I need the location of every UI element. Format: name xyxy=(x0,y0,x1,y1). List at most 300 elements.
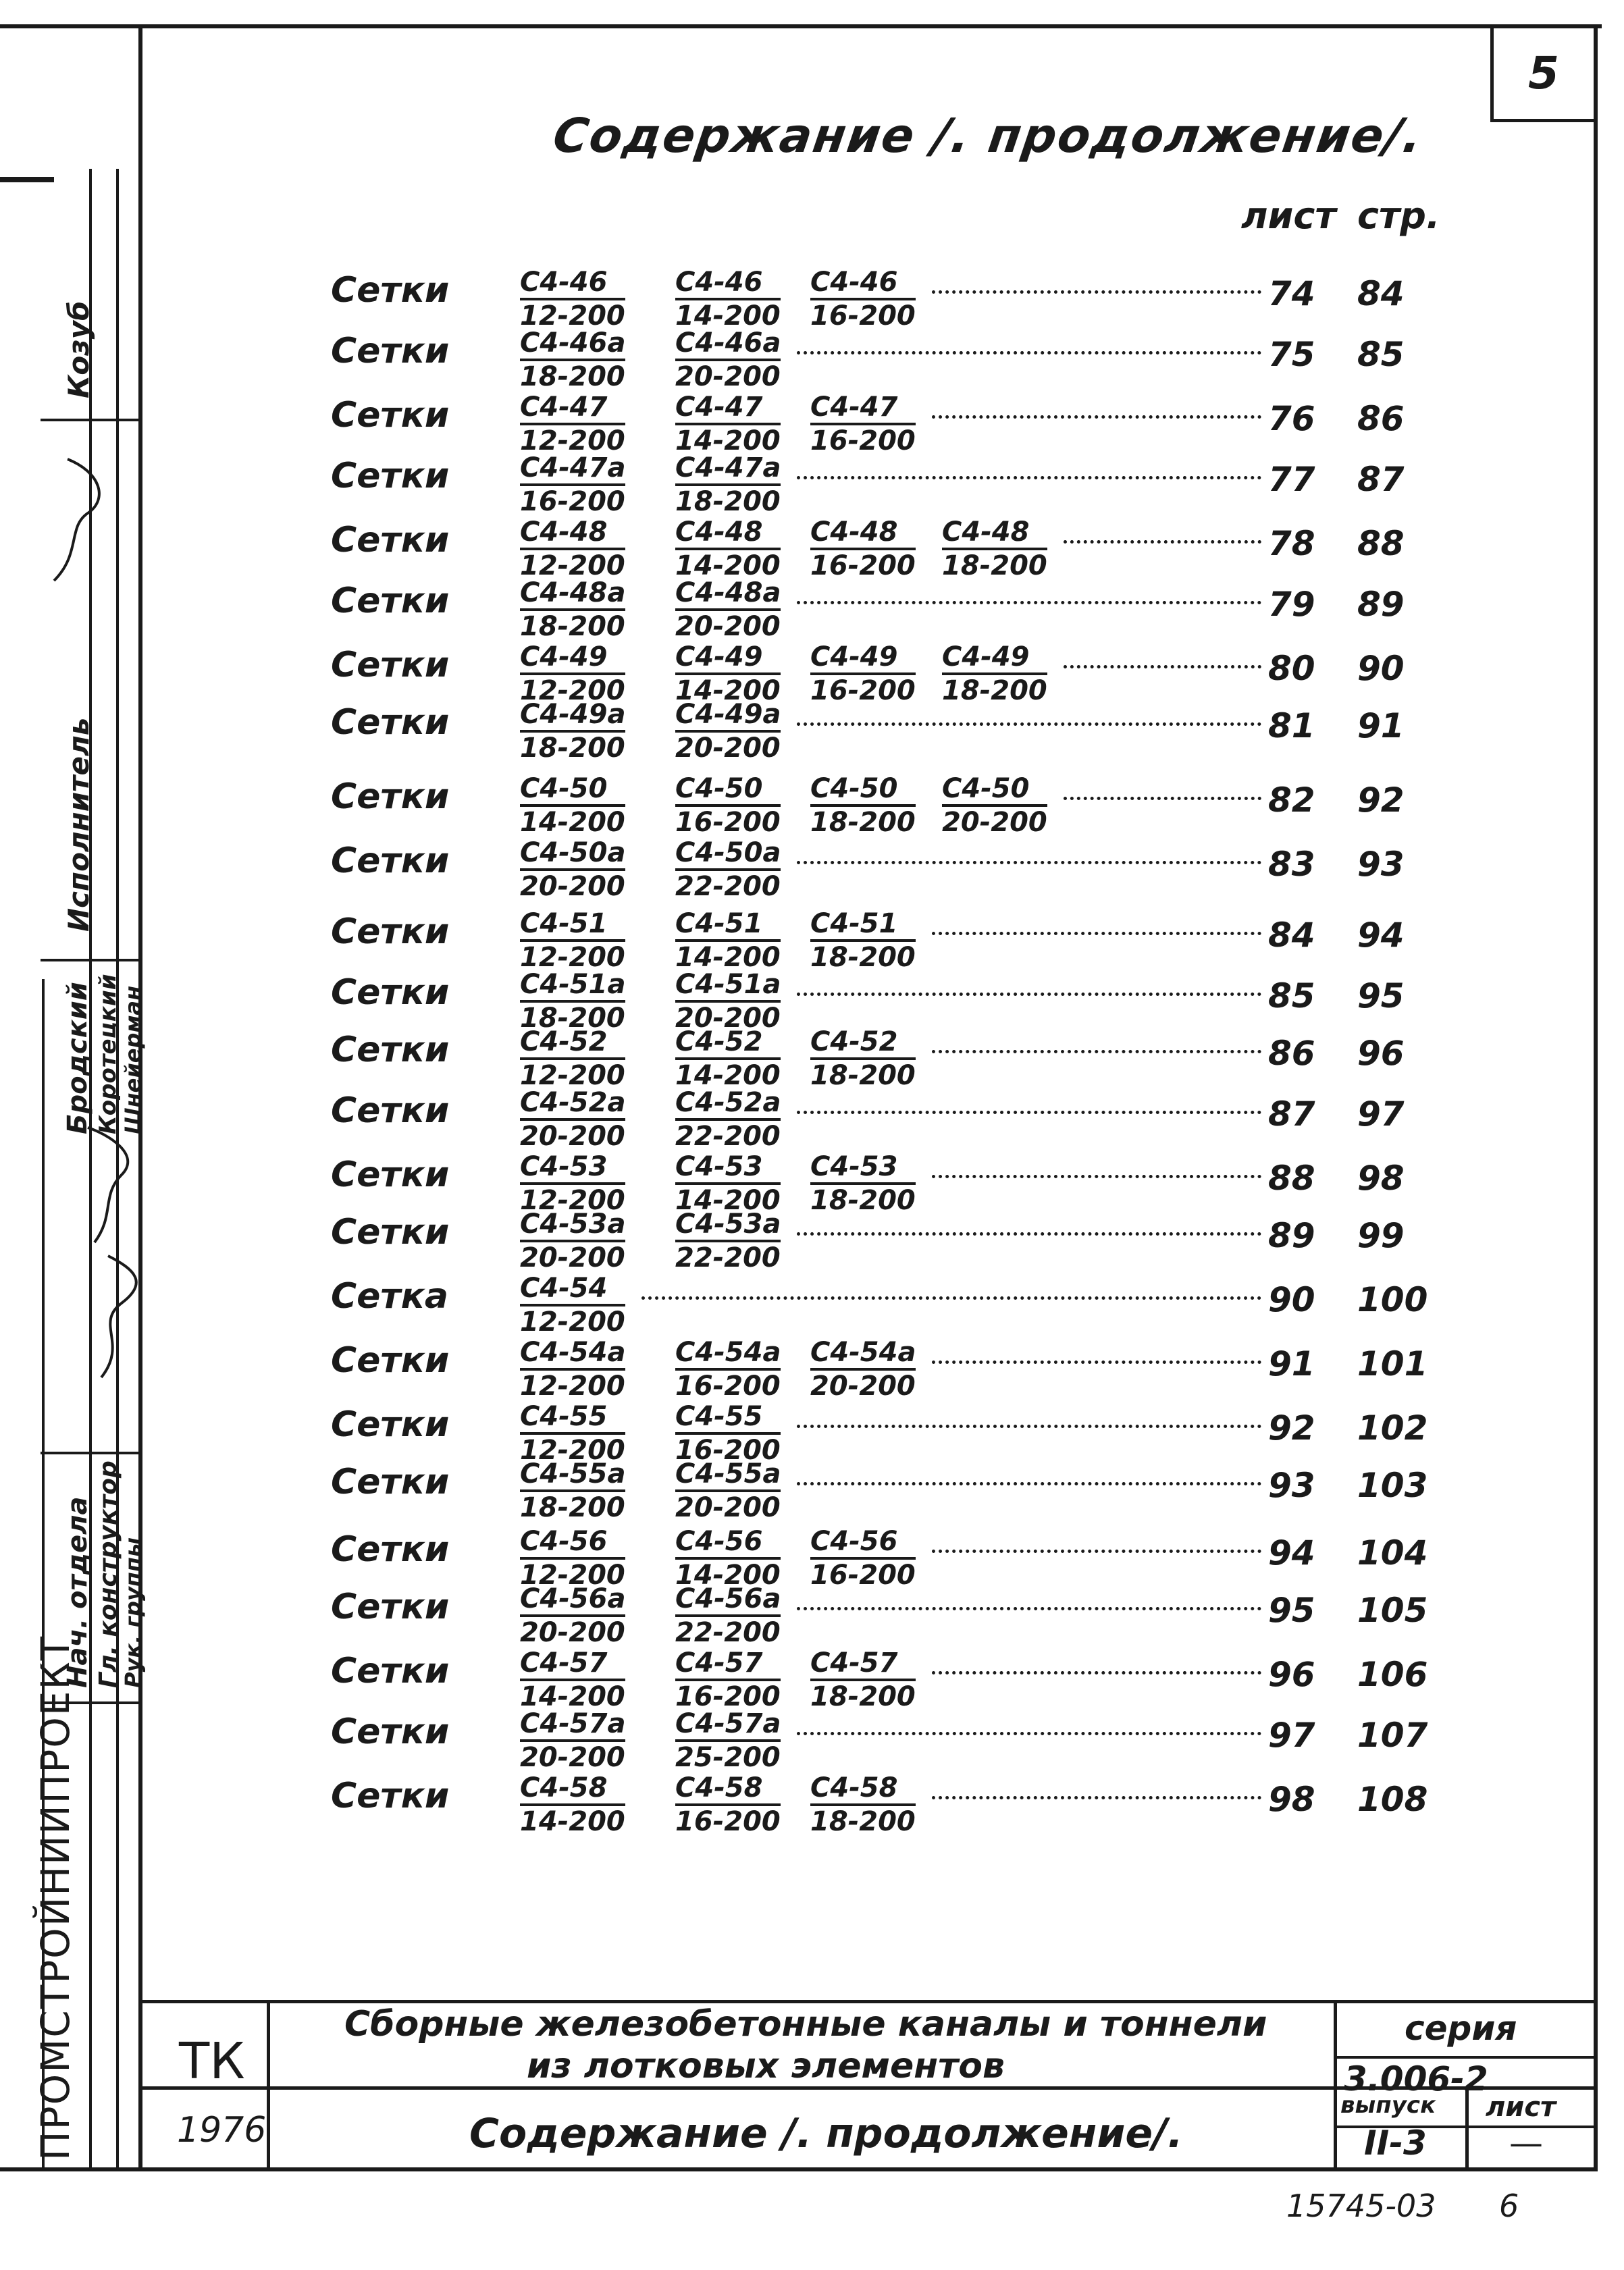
dot-leader xyxy=(797,1607,1261,1610)
mark-size: 12-200 xyxy=(520,1371,625,1402)
row-page-number: 107 xyxy=(1357,1716,1428,1755)
row-mark xyxy=(520,1585,625,1646)
mark-code: С4-50а xyxy=(520,839,625,871)
mark-size: 18-200 xyxy=(810,1060,916,1091)
contents-row xyxy=(0,517,1624,587)
row-sheet-number: 81 xyxy=(1268,706,1315,745)
mark-code: С4-48 xyxy=(810,519,916,550)
dot-leader xyxy=(641,1296,1261,1300)
tb-year: 1976 xyxy=(177,2110,267,2150)
mark-code: С4-54а xyxy=(810,1339,916,1371)
mark-code: С4-48 xyxy=(520,519,625,550)
mark-size: 18-200 xyxy=(520,611,625,642)
mark-code: С4-54а xyxy=(520,1339,625,1371)
page-title: Содержание /. продолжение/. xyxy=(550,108,1427,163)
dot-leader xyxy=(797,1111,1261,1114)
tb-issue-value: II-3 xyxy=(1364,2123,1427,2163)
row-page-number: 91 xyxy=(1357,706,1405,745)
row-sheet-number: 76 xyxy=(1268,399,1315,438)
mark-code: С4-47а xyxy=(675,454,781,486)
column-header-page: стр. xyxy=(1357,194,1440,237)
mark-size: 16-200 xyxy=(810,300,916,332)
row-mark xyxy=(520,329,625,390)
mark-code: С4-53 xyxy=(675,1153,781,1185)
mark-code: С4-58 xyxy=(520,1774,625,1806)
mark-code: С4-57а xyxy=(520,1710,625,1742)
mark-code: С4-57 xyxy=(810,1649,916,1681)
dot-leader xyxy=(797,601,1261,604)
tb-sheet-label: лист xyxy=(1486,2092,1556,2123)
mark-code: С4-56 xyxy=(520,1528,625,1560)
row-mark xyxy=(810,267,916,332)
row-sheet-number: 90 xyxy=(1268,1280,1315,1319)
row-label: Сетки xyxy=(331,1651,450,1691)
mark-code: С4-48а xyxy=(520,579,625,611)
mark-code: С4-52а xyxy=(520,1089,625,1121)
mark-code: С4-54а xyxy=(675,1339,781,1371)
row-label: Сетки xyxy=(331,581,450,621)
row-label: Сетки xyxy=(331,702,450,743)
row-sheet-number: 77 xyxy=(1268,460,1315,499)
row-sheet-number: 91 xyxy=(1268,1344,1315,1383)
mark-size: 20-200 xyxy=(520,1742,625,1773)
row-mark xyxy=(520,454,625,515)
row-mark xyxy=(520,701,625,762)
row-label: Сетки xyxy=(331,645,450,685)
mark-size: 14-200 xyxy=(675,1560,781,1591)
row-mark xyxy=(810,643,916,704)
contents-row xyxy=(0,267,1624,338)
mark-code: С4-50 xyxy=(942,775,1047,807)
column-header-sheet: лист xyxy=(1241,194,1336,237)
mark-size: 14-200 xyxy=(675,550,781,581)
row-mark xyxy=(520,1275,625,1336)
row-label: Сетки xyxy=(331,395,450,435)
dot-leader xyxy=(797,1732,1261,1735)
side-signatures xyxy=(41,432,142,1485)
side-role-1: Нач. отдела xyxy=(62,1496,93,1688)
dot-leader xyxy=(797,476,1261,479)
row-mark xyxy=(520,1710,625,1771)
mark-size: 20-200 xyxy=(520,871,625,902)
mark-size: 16-200 xyxy=(675,1806,781,1837)
mark-code: С4-53а xyxy=(520,1211,625,1242)
row-mark xyxy=(520,1339,625,1400)
tb-sheet-divider xyxy=(1465,2086,1469,2171)
mark-size: 14-200 xyxy=(520,807,625,838)
mark-code: С4-46 xyxy=(810,269,916,300)
mark-code: С4-50а xyxy=(675,839,781,871)
row-sheet-number: 83 xyxy=(1268,845,1315,884)
row-label: Сетки xyxy=(331,1340,450,1381)
mark-code: С4-55 xyxy=(675,1403,781,1435)
mark-size: 18-200 xyxy=(810,807,916,838)
mark-size: 22-200 xyxy=(675,1242,781,1273)
mark-code: С4-58 xyxy=(675,1774,781,1806)
mark-code: С4-47 xyxy=(675,394,781,425)
frame-left-tick xyxy=(0,177,54,182)
mark-code: С4-49 xyxy=(942,643,1047,675)
contents-row xyxy=(0,392,1624,463)
row-label: Сетка xyxy=(331,1276,448,1317)
mark-code: С4-56а xyxy=(520,1585,625,1617)
dot-leader xyxy=(797,1482,1261,1485)
mark-code: С4-56 xyxy=(675,1528,781,1560)
mark-size: 22-200 xyxy=(675,1121,781,1152)
dot-leader xyxy=(932,1796,1261,1799)
row-page-number: 87 xyxy=(1357,460,1405,499)
mark-code: С4-46а xyxy=(520,329,625,361)
dot-leader xyxy=(797,993,1261,996)
row-mark xyxy=(520,775,625,836)
row-mark xyxy=(675,1153,781,1214)
row-label: Сетки xyxy=(331,841,450,881)
mark-size: 12-200 xyxy=(520,942,625,973)
mark-size: 16-200 xyxy=(810,425,916,456)
contents-row xyxy=(0,452,1624,523)
dot-leader xyxy=(932,1050,1261,1053)
mark-size: 16-200 xyxy=(675,1681,781,1712)
tb-series-value: 3.006-2 xyxy=(1344,2059,1488,2099)
tb-sheet-value: — xyxy=(1509,2123,1543,2163)
mark-size: 22-200 xyxy=(675,1617,781,1648)
mark-code: С4-48а xyxy=(675,579,781,611)
mark-code: С4-51 xyxy=(675,910,781,942)
row-mark xyxy=(675,1649,781,1710)
row-sheet-number: 93 xyxy=(1268,1466,1315,1505)
row-page-number: 84 xyxy=(1357,274,1405,313)
mark-code: С4-52 xyxy=(810,1028,916,1060)
row-label: Сетки xyxy=(331,1587,450,1627)
tb-name-line2: из лотковых элементов xyxy=(527,2046,1005,2086)
frame-top-line xyxy=(0,24,1602,28)
row-page-number: 94 xyxy=(1357,916,1405,955)
row-mark xyxy=(520,971,625,1032)
side-organization: ПРОМСТРОЙНИИПРОЕКТ xyxy=(32,1635,78,2161)
row-sheet-number: 98 xyxy=(1268,1780,1315,1819)
mark-size: 25-200 xyxy=(675,1742,781,1773)
side-role-2: Гл. конструктор xyxy=(95,1460,122,1688)
mark-size: 14-200 xyxy=(520,1681,625,1712)
dot-leader xyxy=(797,722,1261,726)
row-page-number: 89 xyxy=(1357,585,1405,624)
mark-code: С4-54 xyxy=(520,1275,625,1306)
row-mark xyxy=(520,1211,625,1271)
row-mark xyxy=(675,579,781,640)
tb-series-divider xyxy=(1334,2000,1337,2171)
contents-row xyxy=(0,1458,1624,1529)
row-mark xyxy=(675,1028,781,1089)
contents-row xyxy=(0,1708,1624,1779)
row-page-number: 86 xyxy=(1357,399,1405,438)
contents-row xyxy=(0,773,1624,844)
mark-size: 14-200 xyxy=(675,1185,781,1216)
mark-code: С4-57а xyxy=(675,1710,781,1742)
row-sheet-number: 94 xyxy=(1268,1533,1315,1573)
row-sheet-number: 79 xyxy=(1268,585,1315,624)
frame-bottom-line xyxy=(0,2167,1598,2171)
dot-leader xyxy=(797,1425,1261,1428)
row-sheet-number: 78 xyxy=(1268,524,1315,563)
side-role-3: Рук. группы xyxy=(120,1537,146,1688)
dot-leader xyxy=(797,1232,1261,1236)
row-sheet-number: 87 xyxy=(1268,1094,1315,1134)
mark-code: С4-56 xyxy=(810,1528,916,1560)
row-page-number: 102 xyxy=(1357,1408,1428,1448)
side-panel-divider-4 xyxy=(41,419,142,421)
mark-size: 12-200 xyxy=(520,1435,625,1466)
row-label: Сетки xyxy=(331,1529,450,1570)
contents-row xyxy=(0,837,1624,908)
row-mark xyxy=(810,775,916,836)
row-sheet-number: 95 xyxy=(1268,1591,1315,1630)
mark-size: 12-200 xyxy=(520,1185,625,1216)
mark-size: 20-200 xyxy=(520,1121,625,1152)
row-mark xyxy=(675,1211,781,1271)
row-mark xyxy=(675,701,781,762)
tb-name-line1: Сборные железобетонные каналы и тоннели xyxy=(344,2004,1267,2044)
row-mark xyxy=(520,1403,625,1464)
mark-code: С4-47 xyxy=(520,394,625,425)
contents-row xyxy=(0,577,1624,648)
contents-row xyxy=(0,1337,1624,1408)
row-mark xyxy=(675,643,781,704)
footer-page: 6 xyxy=(1499,2188,1519,2224)
mark-code: С4-50 xyxy=(810,775,916,807)
mark-size: 14-200 xyxy=(675,942,781,973)
row-mark xyxy=(675,1089,781,1150)
row-page-number: 104 xyxy=(1357,1533,1428,1573)
mark-size: 20-200 xyxy=(675,361,781,392)
row-page-number: 90 xyxy=(1357,649,1405,688)
mark-size: 16-200 xyxy=(675,807,781,838)
row-mark xyxy=(675,775,781,836)
row-sheet-number: 86 xyxy=(1268,1034,1315,1073)
mark-code: С4-49 xyxy=(520,643,625,675)
row-mark xyxy=(520,910,625,971)
side-name-2: Коротецкий xyxy=(95,974,122,1134)
mark-size: 18-200 xyxy=(942,550,1047,581)
mark-code: С4-51 xyxy=(810,910,916,942)
row-mark xyxy=(520,1153,625,1214)
mark-code: С4-46а xyxy=(675,329,781,361)
mark-code: С4-57 xyxy=(520,1649,625,1681)
row-mark xyxy=(675,1585,781,1646)
row-mark xyxy=(810,1339,916,1400)
contents-row xyxy=(0,1583,1624,1654)
contents-row xyxy=(0,1647,1624,1718)
contents-row xyxy=(0,1273,1624,1344)
mark-size: 12-200 xyxy=(520,675,625,706)
row-mark xyxy=(810,910,916,971)
row-page-number: 95 xyxy=(1357,976,1405,1015)
row-mark xyxy=(942,643,1047,704)
mark-size: 12-200 xyxy=(520,425,625,456)
row-label: Сетки xyxy=(331,776,450,817)
mark-code: С4-47а xyxy=(520,454,625,486)
tb-issue-label: выпуск xyxy=(1340,2092,1436,2119)
mark-code: С4-50 xyxy=(520,775,625,807)
mark-code: С4-55а xyxy=(520,1460,625,1492)
row-mark xyxy=(520,579,625,640)
row-label: Сетки xyxy=(331,1776,450,1816)
mark-code: С4-55 xyxy=(520,1403,625,1435)
row-label: Сетки xyxy=(331,1155,450,1195)
row-label: Сетки xyxy=(331,331,450,371)
mark-size: 16-200 xyxy=(520,486,625,517)
mark-size: 20-200 xyxy=(810,1371,916,1402)
mark-size: 18-200 xyxy=(520,361,625,392)
mark-size: 14-200 xyxy=(675,675,781,706)
mark-code: С4-52а xyxy=(675,1089,781,1121)
mark-code: С4-53а xyxy=(675,1211,781,1242)
row-mark xyxy=(520,1649,625,1710)
dot-leader xyxy=(932,1361,1261,1364)
side-executor-label: Исполнитель xyxy=(62,717,95,932)
contents-row xyxy=(0,327,1624,398)
mark-code: С4-46 xyxy=(675,269,781,300)
row-mark xyxy=(675,267,781,332)
row-mark xyxy=(675,1710,781,1771)
row-sheet-number: 96 xyxy=(1268,1655,1315,1694)
row-page-number: 98 xyxy=(1357,1159,1405,1198)
row-sheet-number: 92 xyxy=(1268,1408,1315,1448)
tb-sheet-title: Содержание /. продолжение/. xyxy=(469,2110,1183,2157)
row-label: Сетки xyxy=(331,520,450,560)
mark-size: 20-200 xyxy=(675,1492,781,1523)
row-page-number: 99 xyxy=(1357,1216,1405,1255)
mark-code: С4-49а xyxy=(520,701,625,733)
side-name-3: Шнейерман xyxy=(120,985,146,1134)
row-mark xyxy=(675,329,781,390)
row-mark xyxy=(810,1153,916,1214)
row-label: Сетки xyxy=(331,1090,450,1131)
mark-code: С4-49 xyxy=(810,643,916,675)
side-executor-name: Козуб xyxy=(62,300,95,398)
mark-size: 20-200 xyxy=(942,807,1047,838)
row-mark xyxy=(675,519,781,579)
side-name-1: Бродский xyxy=(62,982,93,1134)
contents-row xyxy=(0,699,1624,770)
mark-size: 14-200 xyxy=(675,300,781,332)
row-label: Сетки xyxy=(331,456,450,496)
row-page-number: 85 xyxy=(1357,335,1405,374)
row-sheet-number: 80 xyxy=(1268,649,1315,688)
mark-size: 18-200 xyxy=(810,1185,916,1216)
row-label: Сетки xyxy=(331,1712,450,1752)
footer-inventory: 15745-03 xyxy=(1286,2188,1436,2224)
row-label: Сетки xyxy=(331,1404,450,1445)
row-mark xyxy=(675,394,781,454)
mark-size: 12-200 xyxy=(520,550,625,581)
row-mark xyxy=(675,839,781,900)
mark-code: С4-58 xyxy=(810,1774,916,1806)
mark-size: 16-200 xyxy=(675,1435,781,1466)
mark-size: 18-200 xyxy=(942,675,1047,706)
row-mark xyxy=(675,1403,781,1464)
row-mark xyxy=(810,1774,916,1835)
mark-size: 14-200 xyxy=(675,1060,781,1091)
mark-size: 14-200 xyxy=(675,425,781,456)
mark-code: С4-56а xyxy=(675,1585,781,1617)
row-mark xyxy=(810,519,916,579)
mark-size: 14-200 xyxy=(520,1806,625,1837)
mark-size: 16-200 xyxy=(810,550,916,581)
mark-size: 20-200 xyxy=(675,611,781,642)
row-mark xyxy=(675,454,781,515)
row-sheet-number: 75 xyxy=(1268,335,1315,374)
row-label: Сетки xyxy=(331,1462,450,1502)
mark-code: С4-48 xyxy=(942,519,1047,550)
row-page-number: 108 xyxy=(1357,1780,1428,1819)
mark-size: 16-200 xyxy=(810,1560,916,1591)
page-number-box xyxy=(1490,27,1594,122)
row-mark xyxy=(520,394,625,454)
mark-size: 18-200 xyxy=(520,1492,625,1523)
mark-code: С4-55а xyxy=(675,1460,781,1492)
row-mark xyxy=(520,643,625,704)
row-label: Сетки xyxy=(331,912,450,952)
row-mark xyxy=(675,1460,781,1521)
row-mark xyxy=(520,839,625,900)
mark-code: С4-53 xyxy=(520,1153,625,1185)
mark-code: С4-57 xyxy=(675,1649,781,1681)
row-page-number: 100 xyxy=(1357,1280,1428,1319)
dot-leader xyxy=(1064,540,1261,544)
mark-size: 12-200 xyxy=(520,1306,625,1338)
mark-code: С4-49а xyxy=(675,701,781,733)
row-page-number: 93 xyxy=(1357,845,1405,884)
row-page-number: 106 xyxy=(1357,1655,1428,1694)
dot-leader xyxy=(932,290,1261,294)
page-number: 5 xyxy=(1528,47,1559,99)
mark-size: 20-200 xyxy=(520,1242,625,1273)
contents-row xyxy=(0,1026,1624,1097)
row-mark xyxy=(810,1028,916,1089)
row-mark xyxy=(810,394,916,454)
contents-row xyxy=(0,1772,1624,1843)
dot-leader xyxy=(932,415,1261,419)
row-page-number: 96 xyxy=(1357,1034,1405,1073)
mark-code: С4-50 xyxy=(675,775,781,807)
tb-code: ТК xyxy=(179,2032,245,2090)
row-sheet-number: 97 xyxy=(1268,1716,1315,1755)
row-label: Сетки xyxy=(331,1212,450,1252)
mark-size: 18-200 xyxy=(810,942,916,973)
row-page-number: 92 xyxy=(1357,781,1405,820)
dot-leader xyxy=(932,932,1261,935)
mark-size: 12-200 xyxy=(520,1060,625,1091)
mark-code: С4-47 xyxy=(810,394,916,425)
dot-leader xyxy=(932,1671,1261,1674)
row-mark xyxy=(810,1528,916,1589)
dot-leader xyxy=(1064,665,1261,668)
dot-leader xyxy=(797,351,1261,354)
mark-code: С4-51 xyxy=(520,910,625,942)
mark-code: С4-52 xyxy=(520,1028,625,1060)
tb-top-line xyxy=(138,2000,1598,2003)
row-mark xyxy=(520,1774,625,1835)
mark-size: 12-200 xyxy=(520,1560,625,1591)
mark-size: 16-200 xyxy=(675,1371,781,1402)
row-mark xyxy=(810,1649,916,1710)
row-mark xyxy=(520,519,625,579)
row-mark xyxy=(520,1528,625,1589)
mark-size: 18-200 xyxy=(675,486,781,517)
row-label: Сетки xyxy=(331,972,450,1013)
row-mark xyxy=(520,267,625,332)
row-label: Сетки xyxy=(331,270,450,311)
